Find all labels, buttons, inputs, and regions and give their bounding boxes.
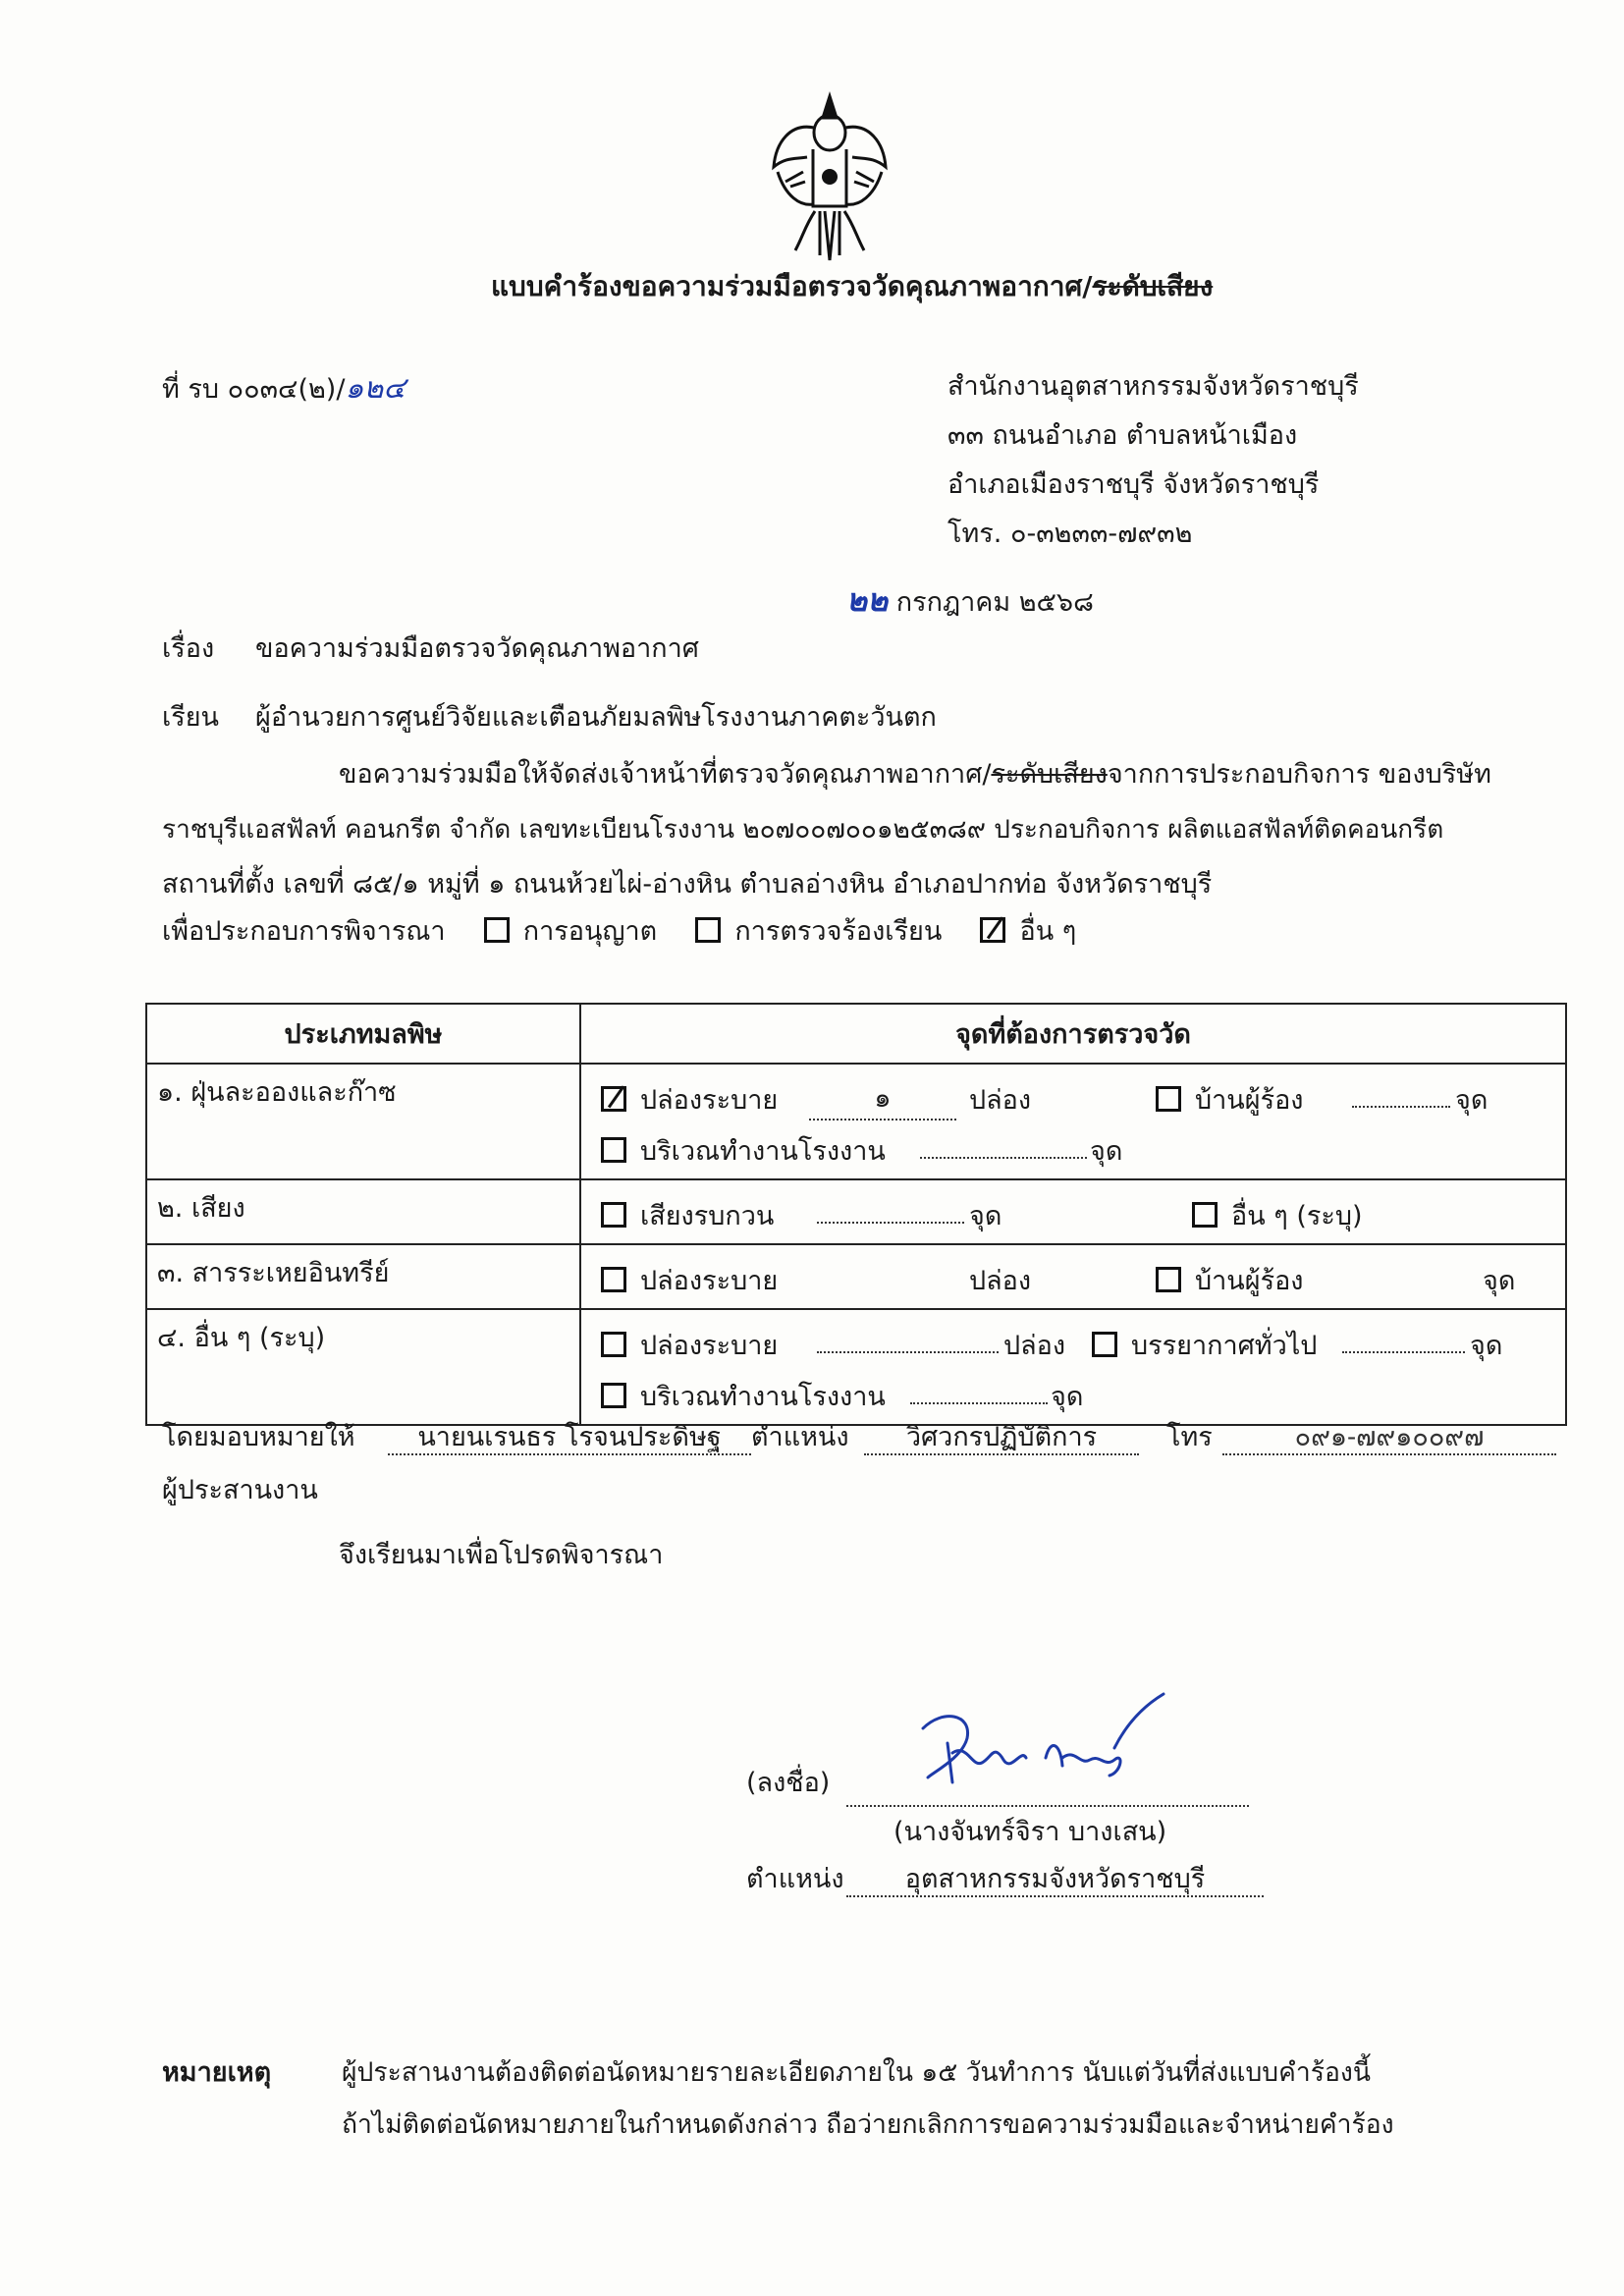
r1-workplace-checkbox[interactable] [601, 1137, 626, 1163]
sender-address-line1: ๓๓ ถนนอำเภอ ตำบลหน้าเมือง [947, 420, 1298, 451]
row1-type: ๑. ฝุ่นละอองและก๊าซ [146, 1064, 580, 1179]
table-row [146, 1244, 1566, 1309]
table-row [146, 1309, 1566, 1425]
complaint-label: การตรวจร้องเรียน [734, 916, 943, 947]
signer-name: (นางจันทร์จิรา บางเสน) [893, 1817, 1167, 1847]
sender-address-line2: อำเภอเมืองราชบุรี จังหวัดราชบุรี [947, 469, 1320, 500]
document-title: แบบคำร้องขอความร่วมมือตรวจวัดคุณภาพอากาศ/ระดับเสียง [491, 270, 1214, 302]
recipient-text: ผู้อำนวยการศูนย์วิจัยและเตือนภัยมลพิษโรงงานภาคตะวันตก [255, 702, 937, 733]
sender-phone: โทร. ๐-๓๒๓๓-๗๙๓๒ [947, 519, 1193, 549]
document-date: ๒๒ กรกฎาคม ๒๕๖๘ [846, 581, 1094, 619]
coordinator-label: ผู้ประสานงาน [162, 1475, 318, 1505]
purpose-label: เพื่อประกอบการพิจารณา [162, 916, 446, 947]
signer-position[interactable]: อุตสาหกรรมจังหวัดราชบุรี [846, 1864, 1264, 1897]
license-checkbox[interactable] [484, 917, 510, 943]
r1-stack-checkbox[interactable] [601, 1086, 626, 1112]
signer-position-label: ตำแหน่ง [746, 1864, 844, 1894]
r1-complainant-checkbox[interactable] [1156, 1086, 1181, 1112]
reference-number: ที่ รบ ๐๐๓๔(๒)/๑๒๔ [162, 371, 406, 406]
row2-points: เสียงรบกวน จุด อื่น ๆ (ระบุ) [580, 1179, 1566, 1244]
note-label: หมายเหตุ [162, 2057, 272, 2088]
col-header-type: ประเภทมลพิษ [146, 1004, 580, 1064]
row4-type: ๔. อื่น ๆ (ระบุ) [146, 1309, 580, 1425]
assign-phone-label: โทร [1166, 1422, 1213, 1452]
r4-ambient-checkbox[interactable] [1092, 1332, 1117, 1357]
r1-stack-count[interactable]: ๑ [809, 1076, 956, 1121]
body-line-1: ขอความร่วมมือให้จัดส่งเจ้าหน้าที่ตรวจวัดคุณภาพอากาศ/ระดับเสียงจากการประกอบกิจการ ของบริษัท [339, 759, 1491, 790]
assignee-position[interactable]: วิศวกรปฏิบัติการ [864, 1422, 1139, 1455]
note-line-2: ถ้าไม่ติดต่อนัดหมายภายในกำหนดดังกล่าว ถือว่ายกเลิกการขอความร่วมมือและจำหน่ายคำร้อง [342, 2109, 1394, 2140]
row1-points: ปล่องระบาย ๑ ปล่อง บ้านผู้ร้อง จุด บริเวณทำงานโรงงาน จุด [580, 1064, 1566, 1179]
r1-workplace-count[interactable] [920, 1127, 1087, 1159]
row3-type: ๓. สารระเหยอินทรีย์ [146, 1244, 580, 1309]
table-row [146, 1064, 1566, 1179]
r4-stack-checkbox[interactable] [601, 1332, 626, 1357]
r3-complainant-checkbox[interactable] [1156, 1267, 1181, 1292]
other-checkbox[interactable] [980, 917, 1005, 943]
license-label: การอนุญาต [522, 916, 658, 947]
table-row [146, 1179, 1566, 1244]
r1-complainant-count[interactable] [1352, 1076, 1450, 1108]
purpose-row [162, 916, 1076, 948]
note-line-1: ผู้ประสานงานต้องติดต่อนัดหมายรายละเอียดภายใน ๑๕ วันทำการ นับแต่วันที่ส่งแบบคำร้องนี้ [342, 2057, 1371, 2088]
r2-noise-checkbox[interactable] [601, 1202, 626, 1228]
r2-noise-count[interactable] [817, 1192, 964, 1224]
row2-type: ๒. เสียง [146, 1179, 580, 1244]
r3-stack-checkbox[interactable] [601, 1267, 626, 1292]
r4-workplace-checkbox[interactable] [601, 1383, 626, 1408]
assignee-phone[interactable]: ๐๙๑-๗๙๑๐๐๙๗ [1222, 1422, 1556, 1455]
subject-label: เรื่อง [162, 633, 215, 664]
signature-line[interactable] [846, 1804, 1249, 1807]
recipient-label: เรียน [162, 702, 220, 733]
row3-points: ปล่องระบาย ปล่อง บ้านผู้ร้อง จุด [580, 1244, 1566, 1309]
body-line-2: ราชบุรีแอสฟัลท์ คอนกรีต จำกัด เลขทะเบียนโรงงาน ๒๐๗๐๐๗๐๐๑๒๕๓๘๙ ประกอบกิจการ ผลิตแอสฟัลท์ติดคอนกรีต [162, 815, 1444, 845]
r4-ambient-count[interactable] [1342, 1322, 1465, 1353]
assignee-name[interactable]: นายนเรนธร โรจนประดิษฐ [388, 1422, 751, 1455]
pollution-table [145, 1003, 1567, 1426]
body-line-3: สถานที่ตั้ง เลขที่ ๘๕/๑ หมู่ที่ ๑ ถนนห้วยไผ่-อ่างหิน ตำบลอ่างหิน อำเภอปากท่อ จังหวัดราชบุรี [162, 869, 1213, 900]
r2-other-checkbox[interactable] [1192, 1202, 1218, 1228]
assign-position-label: ตำแหน่ง [751, 1422, 849, 1452]
row4-points: ปล่องระบาย ปล่อง บรรยากาศทั่วไป จุด บริเวณทำงานโรงงาน จุด [580, 1309, 1566, 1425]
other-label: อื่น ๆ [1019, 916, 1077, 947]
closing-text: จึงเรียนมาเพื่อโปรดพิจารณา [339, 1540, 664, 1570]
subject-text: ขอความร่วมมือตรวจวัดคุณภาพอากาศ [255, 633, 699, 664]
assign-label: โดยมอบหมายให้ [162, 1422, 355, 1452]
garuda-emblem [766, 88, 893, 265]
r4-stack-count[interactable] [817, 1322, 999, 1353]
col-header-points: จุดที่ต้องการตรวจวัด [580, 1004, 1566, 1064]
complaint-checkbox[interactable] [695, 917, 721, 943]
sender-office: สำนักงานอุตสาหกรรมจังหวัดราชบุรี [947, 371, 1359, 402]
signature-label: (ลงชื่อ) [746, 1768, 831, 1798]
handwritten-signature [913, 1689, 1168, 1797]
r4-workplace-count[interactable] [910, 1373, 1048, 1404]
